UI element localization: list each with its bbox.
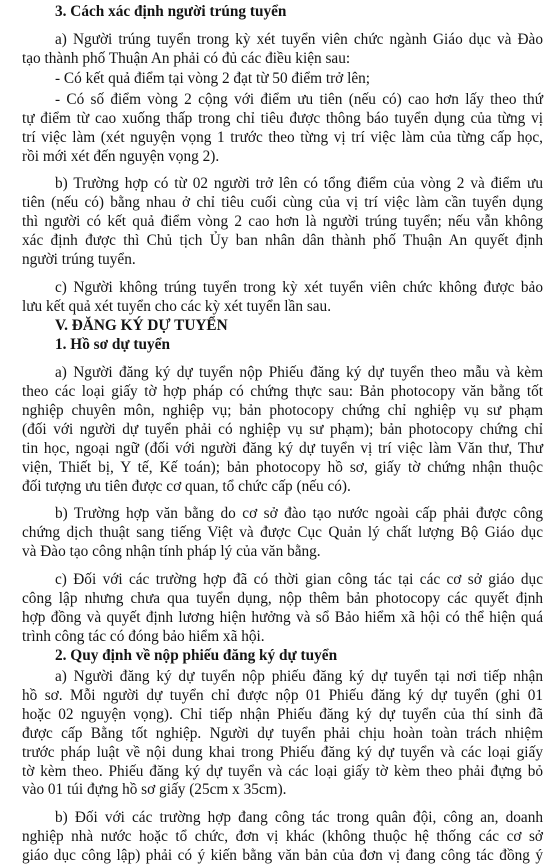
- paragraph-line: nghiệp nhà nước hoặc tổ chức, đơn vị khác (không thuộc hệ thống các cơ sở: [22, 828, 543, 846]
- paragraph-line: b) Trường hợp văn bằng do cơ sở đào tạo nước ngoài cấp phải được công: [55, 505, 543, 523]
- paragraph-line: trước pháp luật về nội dung khai trong Phiếu đăng ký dự tuyển và các loại giấy: [22, 743, 543, 761]
- paragraph-line: tin học, ngoại ngữ (đối với người đăng ký dự tuyển vị trí việc làm Văn thư, Thư: [22, 439, 543, 457]
- paragraph-line: người trúng tuyển.: [22, 250, 136, 268]
- paragraph-line: c) Người không trúng tuyển trong kỳ xét tuyển viên chức không được bảo: [55, 278, 543, 296]
- paragraph-line: tự điểm từ cao xuống thấp trong chỉ tiêu được thông báo tuyển dụng của từng vị: [22, 109, 543, 127]
- paragraph-line: tờ kèm theo. Phiếu đăng ký dự tuyển và các loại giấy tờ kèm theo phải đựng bỏ: [22, 762, 543, 780]
- paragraph-line: tạo thành phố Thuận An phải có đủ các điều kiện sau:: [22, 49, 351, 67]
- paragraph-line: nghiệp chuyên môn, nghiệp vụ; bản photocopy chứng chỉ nghiệp vụ sư phạm: [22, 402, 543, 419]
- paragraph-line: - Có số điểm vòng 2 cộng với điểm ưu tiên (nếu có) cao hơn lấy theo thứ: [55, 90, 543, 108]
- paragraph-line: b) Trường hợp có từ 02 người trở lên có tổng điểm của vòng 2 và điểm ưu: [55, 175, 543, 193]
- paragraph-line: - Có kết quả điểm tại vòng 2 đạt từ 50 điểm trở lên;: [55, 70, 371, 88]
- paragraph-line: b) Đối với các trường hợp đang công tác trong quân đội, công an, doanh: [55, 809, 543, 827]
- paragraph-line: trình công tác có đóng bảo hiểm xã hội.: [22, 627, 265, 645]
- paragraph-line: vào 01 túi đựng hồ sơ giấy (25cm x 35cm).: [22, 781, 287, 799]
- paragraph-line: a) Người đăng ký dự tuyển nộp phiếu đăng ký dự tuyển tại nơi tiếp nhận: [55, 668, 543, 686]
- paragraph-line: xác định được thì Chủ tịch Ủy ban nhân dân thành phố Thuận An quyết định: [22, 232, 543, 250]
- paragraph-line: hồ sơ. Mỗi người dự tuyển chỉ được nộp 01 Phiếu đăng ký dự tuyển (ghi 01: [22, 687, 543, 704]
- paragraph-line: và Đào tạo công nhận tính pháp lý của văn bằng.: [22, 543, 321, 561]
- heading-section-3: 3. Cách xác định người trúng tuyển: [55, 2, 287, 20]
- heading-section-v: V. ĐĂNG KÝ DỰ TUYỂN: [55, 316, 228, 334]
- paragraph-line: chứng dịch thuật sang tiếng Việt và được Cục Quản lý chất lượng Bộ Giáo dục: [22, 524, 543, 542]
- paragraph-line: theo các loại giấy tờ hợp pháp có chứng thực sau: Bản photocopy văn bằng tốt: [22, 383, 543, 401]
- heading-subsection-2: 2. Quy định về nộp phiếu đăng ký dự tuyển: [55, 647, 338, 665]
- paragraph-line: trí việc làm (xét nguyện vọng 1 trước theo từng vị trí việc làm của từng cấp học,: [22, 128, 543, 146]
- paragraph-line: lưu kết quả xét tuyển cho các kỳ xét tuyển lần sau.: [22, 297, 332, 315]
- paragraph-line: được cấp Bằng tốt nghiệp. Người dự tuyển phải chịu hoàn toàn trách nhiệm: [22, 724, 543, 742]
- paragraph-line: thì người có kết quả điểm vòng 2 cao hơn là người trúng tuyển; nếu vẫn không: [22, 213, 543, 231]
- paragraph-line: a) Người đăng ký dự tuyển nộp Phiếu đăng ký dự tuyển theo mẫu và kèm: [55, 364, 543, 382]
- paragraph-line: viện, Thiết bị, Y tế, Kế toán); bản photocopy hồ sơ, giấy tờ chứng nhận thuộc: [22, 458, 543, 476]
- paragraph-line: giáo dục công lập) phải có ý kiến bằng văn bản của đơn vị đang công tác đồng ý: [22, 847, 543, 864]
- paragraph-line: c) Đối với các trường hợp đã có thời gian công tác tại các cơ sở giáo dục: [55, 571, 543, 588]
- paragraph-line: đối tượng ưu tiên được cơ quan, tổ chức cấp (nếu có).: [22, 477, 351, 495]
- paragraph-line: công lập nhưng chưa qua tuyển dụng, nộp thêm bản photocopy các quyết định: [22, 589, 543, 607]
- paragraph-line: rồi mới xét đến nguyện vọng 2).: [22, 147, 220, 165]
- paragraph-line: (đối với người dự tuyển phải có nghiệp vụ sư phạm); bản photocopy chứng chỉ: [22, 420, 543, 438]
- paragraph-line: hợp đồng và quyết định lương hiện hưởng và sổ Bảo hiểm xã hội có thể hiện quá: [22, 608, 543, 626]
- paragraph-line: tiên (nếu có) bằng nhau ở chỉ tiêu cuối cùng của vị trí việc làm cần tuyển dụng: [22, 194, 543, 212]
- heading-subsection-1: 1. Hồ sơ dự tuyển: [55, 336, 170, 354]
- paragraph-line: hoặc 02 nguyện vọng). Chỉ tiếp nhận Phiếu đăng ký dự tuyển của thí sinh đã: [22, 705, 543, 723]
- paragraph-line: a) Người trúng tuyển trong kỳ xét tuyển viên chức ngành Giáo dục và Đào: [55, 30, 543, 48]
